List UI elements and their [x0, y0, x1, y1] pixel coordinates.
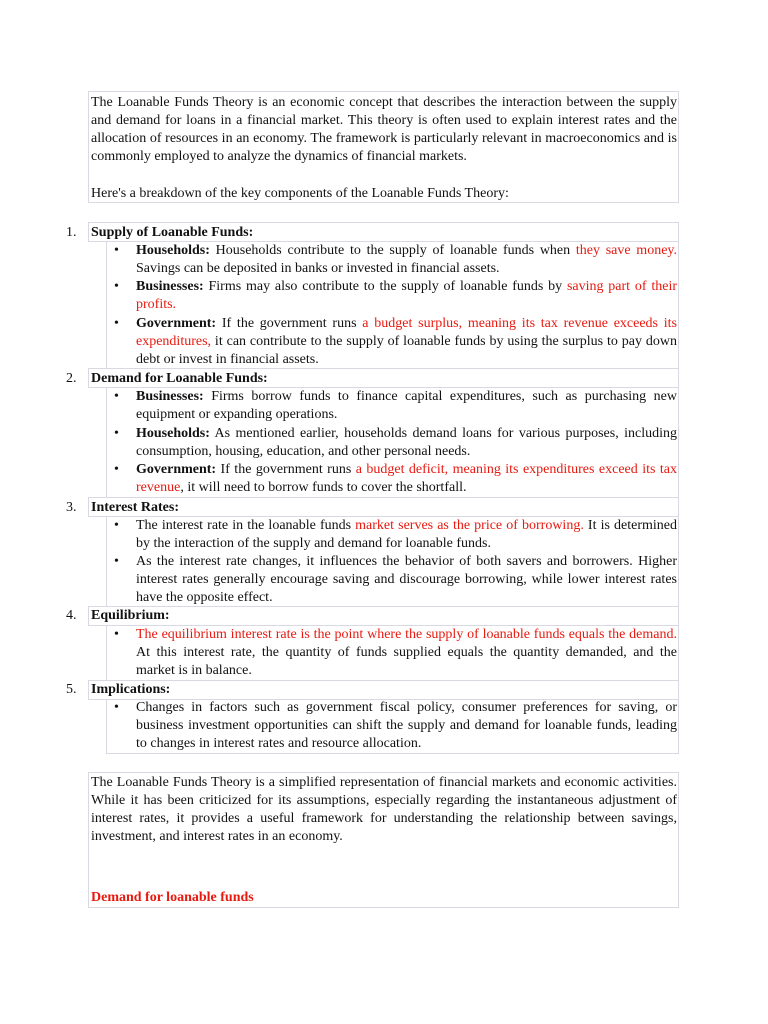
section-1-title: Supply of Loanable Funds:: [91, 225, 254, 240]
intro-breakdown-line: Here's a breakdown of the key components of the Loanable Funds Theory:: [91, 186, 509, 201]
list-item: The interest rate in the loanable funds market serves as the price of borrowing. It is determined by the interaction of the supply and demand for loanable funds.: [136, 518, 677, 551]
section-4-heading-box: [88, 606, 679, 626]
bullet-icon: •: [114, 518, 119, 533]
list-item: Changes in factors such as government fiscal policy, consumer preferences for saving, or business investment opportunities can shift the supply and demand for loanable funds, leading to changes in interest rates and resource allocation.: [136, 700, 677, 751]
list-item: The equilibrium interest rate is the point where the supply of loanable funds equals the demand. At this interest rate, the quantity of funds supplied equals the quantity demanded, and the market is in balance.: [136, 627, 677, 678]
list-item: Households: As mentioned earlier, households demand loans for various purposes, including consumption, housing, education, and other personal needs.: [136, 426, 677, 459]
section-1-number: 1.: [66, 225, 77, 240]
section-5-heading-box: [88, 680, 679, 700]
list-item: Businesses: Firms borrow funds to finance capital expenditures, such as purchasing new equipment or expanding operations.: [136, 389, 677, 422]
section-5-title: Implications:: [91, 682, 171, 697]
bullet-icon: •: [114, 243, 119, 258]
bullet-icon: •: [114, 389, 119, 404]
section-4-number: 4.: [66, 608, 77, 623]
section-2-number: 2.: [66, 371, 77, 386]
conclusion-paragraph: The Loanable Funds Theory is a simplified representation of financial markets and economic activities. While it has been criticized for its assumptions, especially regarding the instantaneous adjustment of interest rates, it provides a useful framework for understanding the relationship between savings, investment, and interest rates in an economy.: [91, 775, 677, 844]
intro-paragraph: The Loanable Funds Theory is an economic concept that describes the interaction between the supply and demand for loans in a financial market. This theory is often used to explain interest rates and the allocation of resources in an economy. The framework is particularly relevant in macroeconomics and is commonly employed to analyze the dynamics of financial markets.: [91, 95, 677, 164]
bullet-icon: •: [114, 462, 119, 477]
list-item: Businesses: Firms may also contribute to the supply of loanable funds by saving part of their profits.: [136, 279, 677, 312]
list-item: Households: Households contribute to the supply of loanable funds when they save money. Savings can be deposited in banks or invested in financial assets.: [136, 243, 677, 276]
list-item: Government: If the government runs a budget surplus, meaning its tax revenue exceeds its expenditures, it can contribute to the supply of loanable funds by using the surplus to pay down debt or invest in financial assets.: [136, 316, 677, 367]
bullet-icon: •: [114, 700, 119, 715]
section-3-number: 3.: [66, 500, 77, 515]
bullet-icon: •: [114, 554, 119, 569]
section-5-number: 5.: [66, 682, 77, 697]
section-3-title: Interest Rates:: [91, 500, 179, 515]
section-4-title: Equilibrium:: [91, 608, 170, 623]
bullet-icon: •: [114, 426, 119, 441]
bullet-icon: •: [114, 279, 119, 294]
bullet-icon: •: [114, 316, 119, 331]
section-2-title: Demand for Loanable Funds:: [91, 371, 268, 386]
list-item: Government: If the government runs a budget deficit, meaning its expenditures exceed its tax revenue, it will need to borrow funds to cover the shortfall.: [136, 462, 677, 495]
section-heading-demand: Demand for loanable funds: [91, 890, 254, 905]
list-item: As the interest rate changes, it influences the behavior of both savers and borrowers. Higher interest rates generally encourage saving and discourage borrowing, while lower interest rates have the opposite effect.: [136, 554, 677, 605]
bullet-icon: •: [114, 627, 119, 642]
